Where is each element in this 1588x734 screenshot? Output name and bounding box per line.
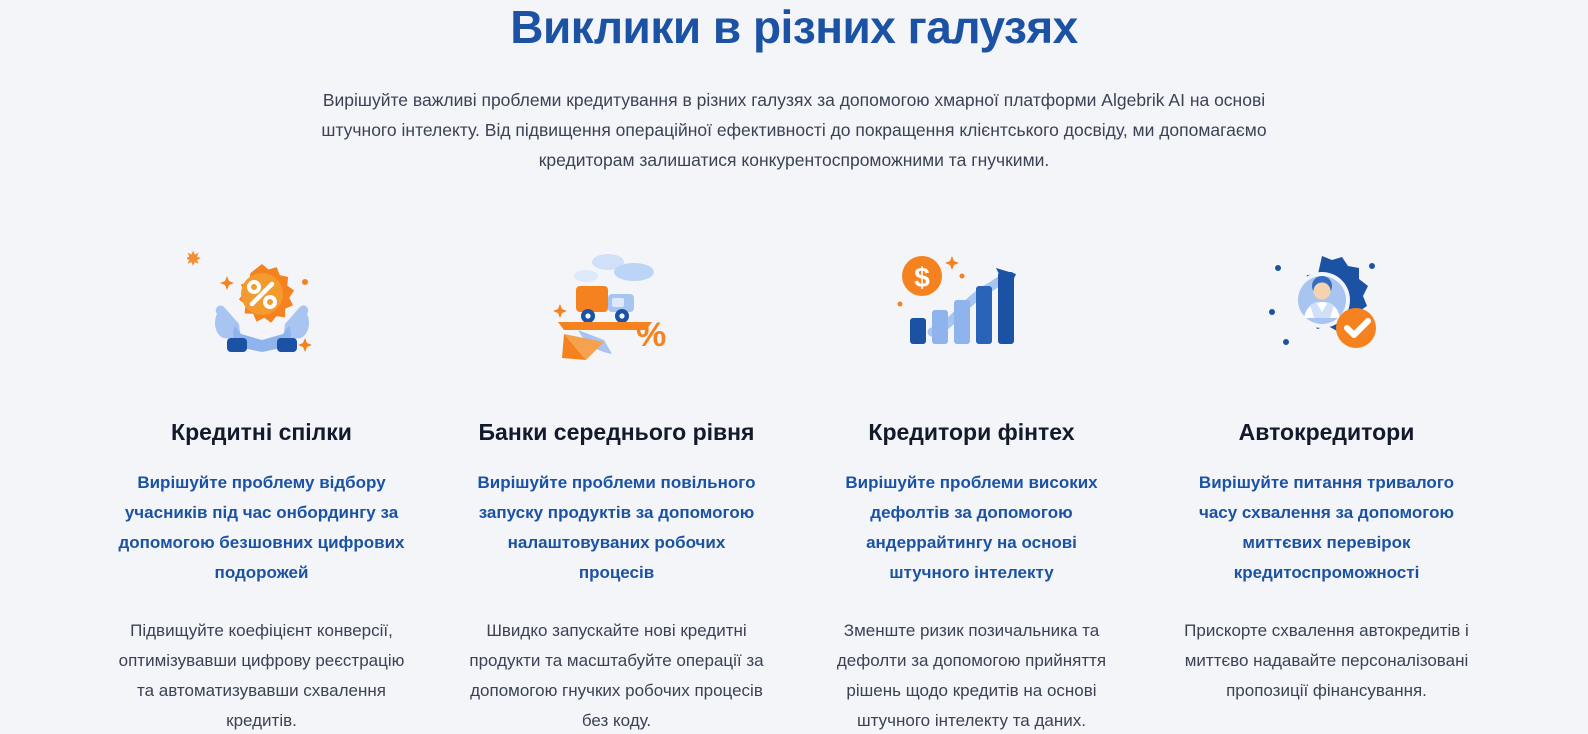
card-title: Автокредитори — [1238, 418, 1415, 445]
delivery-truck-percent-icon — [457, 237, 776, 377]
industry-card-credit-unions[interactable] — [84, 237, 439, 734]
card-description: Прискорте схвалення автокредитів і миттєво надавайте персоналізовані пропозиції фінансування. — [1184, 620, 1469, 700]
card-lead: Вирішуйте проблеми високих дефолтів за допомогою андеррайтингу на основі штучного інтелекту — [845, 472, 1098, 582]
card-lead: Вирішуйте питання тривалого часу схвалення за допомогою миттєвих перевірок кредитоспроможності — [1198, 472, 1455, 582]
card-lead: Вирішуйте проблему відбору учасників під час онбордингу за допомогою безшовних цифрових подорожей — [118, 472, 405, 582]
industry-card-fintech-lenders[interactable] — [794, 237, 1149, 734]
verified-user-gear-icon — [1167, 237, 1486, 377]
card-description: Зменште ризик позичальника та дефолти за допомогою прийняття рішень щодо кредитів на основі штучного інтелекту та даних. — [836, 620, 1107, 730]
card-title: Кредитні спілки — [171, 418, 352, 445]
section-subtitle: Вирішуйте важливі проблеми кредитування в різних галузях за допомогою хмарної платформи Algebrik AI на основі штучного інтелекту. Від підвищення операційної ефективності до покращення клієнтського досвіду, ми допомагаємо кредиторам залишатися конкурентоспроможними та гнучкими. — [321, 89, 1267, 170]
card-title: Банки середнього рівня — [478, 418, 755, 445]
industry-cards-list — [0, 237, 1588, 734]
page-title: Виклики в різних галузях — [510, 1, 1078, 53]
hands-holding-percent-badge-icon — [102, 237, 421, 377]
card-title: Кредитори фінтех — [868, 418, 1075, 445]
svg-text:$: $ — [913, 261, 930, 293]
card-lead: Вирішуйте проблеми повільного запуску продуктів за допомогою налаштовуваних робочих процесів — [477, 472, 756, 582]
card-description: Підвищуйте коефіцієнт конверсії, оптимізувавши цифрову реєстрацію та автоматизувавши схвалення кредитів. — [118, 620, 405, 730]
industry-card-midsize-banks[interactable] — [439, 237, 794, 734]
industry-card-auto-lenders[interactable] — [1149, 237, 1504, 706]
growth-chart-dollar-icon — [812, 237, 1131, 377]
svg-text:%: % — [635, 315, 666, 354]
card-description: Швидко запускайте нові кредитні продукти та масштабуйте операції за допомогою гнучких робочих процесів без коду. — [469, 620, 764, 730]
